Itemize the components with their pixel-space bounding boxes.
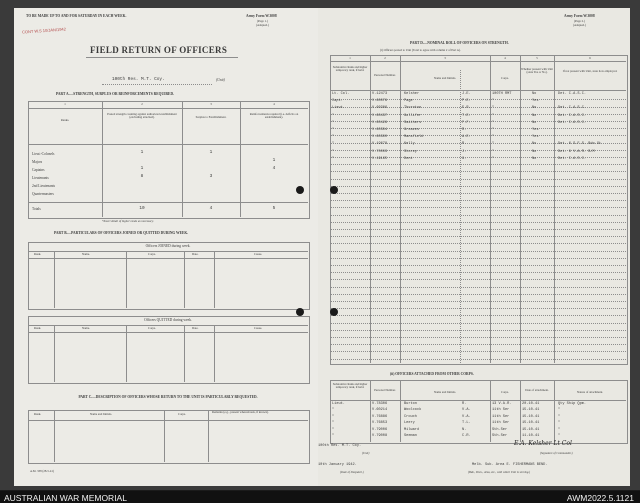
officer-emp: Det. 6 S.F.S. Bdn Gt [558, 142, 602, 147]
at-head-name: Name and Initials. [433, 390, 457, 394]
officer-present: No [532, 156, 537, 161]
officer-number: V.60306 [372, 106, 388, 111]
joined-col-date: Date. [192, 252, 199, 256]
row-rule [330, 351, 626, 352]
attached-date: 20-10-41 [522, 402, 540, 406]
row-rule [330, 315, 626, 316]
officer-emp: Det. C.A.S.C. [558, 92, 587, 96]
archive-footer [0, 491, 640, 503]
row-rule [330, 193, 626, 194]
attached-corps: Sth.Ser [492, 427, 508, 432]
archive-reference: AWM2022.5.1121 [566, 493, 634, 503]
attached-nature: " [558, 434, 561, 438]
pd-col-num-4: 4 [504, 56, 506, 60]
officer-number: V.60437 [372, 113, 388, 118]
header-instruction: TO BE MADE UP TO AND FOR SATURDAY IN EACH WEEK. [26, 14, 127, 18]
row-rule [330, 279, 626, 280]
row-rule [330, 222, 626, 223]
attached-init: V.A. [462, 408, 471, 413]
officer-name: Dent [404, 156, 413, 161]
form-number: Army Form W.3008 [246, 14, 277, 18]
unit-label-p2: (Unit) [362, 451, 370, 455]
attached-number: V.76853 [372, 421, 388, 426]
officer-corps: " [492, 106, 495, 111]
totals-label: Totals [32, 207, 41, 211]
officer-emp: Det. 8 V.A.R. B/M [558, 149, 595, 154]
pd-col-num-6: 6 [589, 56, 591, 60]
attached-name: Milward [404, 427, 420, 432]
joined-col-corps: Corps. [148, 252, 156, 256]
officer-corps: " [492, 142, 495, 147]
punch-hole [296, 186, 304, 194]
pd-col-num-3: 3 [444, 56, 446, 60]
row-rule [330, 308, 626, 309]
officer-init: R. [462, 128, 467, 132]
attached-number: V.60214 [372, 408, 388, 413]
pd-head-employed: If not present with Unit, state how employed. [562, 69, 618, 73]
rank-majors: Majors [32, 160, 43, 164]
rank-quartermasters: Quartermasters [32, 192, 54, 196]
row-rule [330, 200, 626, 201]
officer-rank: " [332, 142, 335, 147]
joined-table [28, 242, 310, 310]
attached-init: R. [462, 402, 467, 406]
attached-name: Burton [404, 402, 417, 406]
at-head-nature: Nature of attachment. [576, 390, 604, 394]
officer-name: Gullifer [404, 113, 422, 118]
officer-present: No [532, 120, 537, 125]
quitted-col-name: Name. [82, 326, 90, 330]
attached-corps: 11th Ser [492, 414, 510, 419]
part-c-col-corps: Corps. [178, 412, 186, 416]
attached-date: 15-10-41 [522, 408, 540, 413]
rank-lieutenants: Lieutenants [32, 176, 49, 180]
officer-present: No [532, 92, 537, 96]
joined-col-rank: Rank. [34, 252, 42, 256]
col-num-1: 1 [64, 102, 66, 106]
officer-emp: Det. C.A.S.C. [558, 156, 587, 161]
rank-lieut-colonels: Lieut.-Colonels [32, 152, 55, 156]
officer-present: Yes [532, 128, 539, 132]
quitted-col-corps: Corps. [148, 326, 156, 330]
attached-init: C.R. [462, 434, 471, 438]
pd-col-num-2: 2 [384, 56, 386, 60]
surplus-lieut-colonels: 1 [209, 150, 213, 155]
officer-name: Storey [404, 149, 417, 154]
total-posted: 10 [139, 206, 145, 211]
row-rule [330, 359, 626, 360]
officer-present: No [532, 106, 537, 111]
commander-signature: E.A. Kelsher Lt Col [514, 440, 572, 447]
archive-name: AUSTRALIAN WAR MEMORIAL [4, 493, 127, 503]
page-number: (Page 1.) [257, 19, 268, 23]
officer-rank: Capt. [332, 99, 343, 104]
adapted-note-p2: (Adapted.) [573, 23, 586, 27]
surplus-lieutenants: 3 [209, 174, 213, 179]
pd-head-rank: Substantive Rank and higher temporary rank, if held. [332, 65, 368, 73]
attached-corps: Sth.Ser [492, 434, 508, 438]
col-head-reinforcements: Reinforcements required (i.e. deficits on establishment). [249, 112, 299, 119]
officer-init: F.F. [462, 120, 471, 125]
page-number-p2: (Page 2.) [574, 19, 585, 23]
adapted-note: (Adapted.) [256, 23, 269, 27]
row-rule [330, 330, 626, 331]
officer-rank: Lieut. [332, 106, 345, 111]
attached-corps: 11th Ser [492, 408, 510, 413]
attached-nature: " [558, 408, 561, 413]
record-stamp: CONT W.S 10/JAN/1942 [21, 26, 67, 35]
col-num-2: 2 [141, 102, 143, 106]
officer-init: G. [462, 156, 467, 161]
officer-rank: " [332, 156, 335, 161]
officer-name: Thornton [404, 106, 422, 111]
total-reinforcements: 5 [272, 206, 276, 211]
col-num-4: 4 [273, 102, 275, 106]
pd-col-num-5: 5 [536, 56, 538, 60]
officer-name: Page [404, 99, 413, 104]
officer-init: T.E. [462, 113, 471, 118]
row-rule [330, 215, 626, 216]
officer-corps: " [492, 113, 495, 118]
formation-value: Melb. Sub. Area E. FISHERMANS BEND. [472, 463, 548, 467]
officer-corps: " [492, 99, 495, 104]
row-rule [330, 251, 626, 252]
officer-init: J.E. [462, 92, 471, 96]
punch-hole [330, 186, 338, 194]
officer-number: V.19165 [372, 156, 388, 161]
joined-col-name: Name. [82, 252, 90, 256]
attached-nature: " [558, 421, 561, 426]
officer-init: E.R. [462, 106, 471, 111]
officer-emp: Det. C.A.S.C. [558, 106, 587, 111]
officer-name: Mansfield [404, 135, 424, 140]
officer-name: Kelly [404, 142, 415, 147]
quitted-col-cause: Cause. [254, 326, 263, 330]
total-surplus: 4 [209, 206, 213, 211]
row-rule [330, 344, 626, 345]
row-rule [330, 323, 626, 324]
rank-2nd-lieutenants: 2nd Lieutenants [32, 184, 56, 188]
row-rule [330, 265, 626, 266]
officer-present: No [532, 142, 537, 147]
unit-value-p2: 100th Res. M.T. Coy. [318, 444, 362, 448]
joined-title: Officers JOINED during week. [145, 244, 191, 248]
attached-number: V.79008 [372, 434, 388, 438]
part-c-heading: PART C.—DESCRIPTION OF OFFICERS WHOSE RETURN TO THE UNIT IS PARTICULARLY REQUESTED. [78, 395, 258, 399]
col-head-posted: Posted strength counting against authorized establishment (excluding attached). [107, 112, 177, 119]
attached-date: 15-10-41 [522, 427, 540, 432]
officer-name: Kelsher [404, 92, 420, 96]
attached-rank: " [332, 421, 335, 426]
pd-head-present: Whether present with Unit (state Yes or No). [521, 67, 553, 75]
attached-corps: 13 V.A.R. [492, 402, 512, 406]
row-rule [330, 301, 626, 302]
officer-number: V.19678 [372, 142, 388, 147]
print-code: A.M. 338 (28-5-41) [30, 469, 54, 473]
officer-rank: Lt. Col. [332, 92, 350, 96]
attached-date: 11-10-41 [522, 434, 540, 438]
part-b-heading: PART B.—PARTICULARS OF OFFICERS JOINED OR QUITTED DURING WEEK. [54, 231, 189, 235]
officer-present: No [532, 149, 537, 154]
part-a-note: *Insert detail of higher ranks as necessary. [102, 219, 154, 223]
attached-nature: " [558, 414, 561, 419]
officer-init: P.E. [462, 99, 471, 104]
officer-present: Yes [532, 99, 539, 104]
posted-lieutenants: 8 [140, 174, 144, 179]
pd-head-name: Name and Initials. [433, 76, 457, 80]
left-page [14, 8, 318, 486]
officer-number: V.60300 [372, 135, 388, 140]
attached-rank: " [332, 434, 335, 438]
formation-label: (Bde., Divn., Area, etc., with which Unit is serving.) [468, 470, 531, 474]
officer-rank: " [332, 120, 335, 125]
officer-corps: " [492, 156, 495, 161]
signature-label: (Signature of Commander.) [540, 451, 573, 455]
officer-number: V.60304 [372, 128, 388, 132]
row-rule [330, 207, 626, 208]
attached-name: Leery [404, 421, 415, 426]
attached-name: Crouch [404, 414, 417, 419]
attached-date: 15-10-41 [522, 421, 540, 426]
officer-init: J. [462, 149, 467, 154]
officer-corps: " [492, 135, 495, 140]
officer-corps: " [492, 149, 495, 154]
rank-captains: Captains [32, 168, 45, 172]
punch-hole [330, 308, 338, 316]
attached-rank: " [332, 408, 335, 413]
row-rule [330, 179, 626, 180]
officer-rank: " [332, 135, 335, 140]
row-rule [330, 186, 626, 187]
attached-number: V.78306 [372, 402, 388, 406]
pd-head-number: Personal Number. [374, 73, 396, 77]
officer-rank: " [332, 128, 335, 132]
row-rule [330, 337, 626, 338]
row-rule [330, 258, 626, 259]
posted-captains: 1 [140, 166, 144, 171]
attached-number: V.76886 [372, 414, 388, 419]
unit-dotline [102, 84, 212, 85]
attached-heading: (ii) OFFICERS ATTACHED FROM OTHER CORPS. [390, 372, 474, 376]
officer-present: Yes [532, 135, 539, 140]
part-c-col-name: Name and Initials. [90, 412, 113, 416]
part-c-col-remarks: Remarks (e.g., present whereabouts, if known). [212, 410, 269, 414]
officer-rank: " [332, 113, 335, 118]
attached-number: V.79006 [372, 427, 388, 432]
officer-name: Greaves [404, 128, 420, 132]
row-rule [330, 243, 626, 244]
despatch-date: 10th January 1942. [318, 463, 357, 467]
col-head-surplus: Surplus to Establishment. [195, 115, 227, 119]
attached-date: 15-10-41 [522, 414, 540, 419]
row-rule [330, 229, 626, 230]
part-d-heading: PART D.—NOMINAL ROLL OF OFFICERS ON STRENGTH. [410, 41, 509, 45]
despatch-date-label: (Date of Despatch.) [340, 470, 364, 474]
officer-corps: 100TH RMT [492, 92, 512, 96]
attached-rank: " [332, 414, 335, 419]
quitted-col-rank: Rank. [34, 326, 42, 330]
attached-nature: Qty Ship Qpm. [558, 402, 587, 406]
attached-name: Woolcock [404, 408, 422, 413]
at-head-corps: Corps. [501, 390, 509, 394]
attached-init: N. [462, 427, 467, 432]
officer-number: V.12473 [372, 92, 388, 96]
pd-col-num-1: 1 [349, 56, 351, 60]
at-head-number: Personal Number. [374, 388, 396, 392]
quitted-col-date: Date. [192, 326, 199, 330]
attached-init: V.A. [462, 414, 471, 419]
col-num-3: 3 [210, 102, 212, 106]
col-head-ranks: Ranks. [60, 118, 70, 122]
reinf-captains: 4 [272, 166, 276, 171]
officer-number: V.60428 [372, 120, 388, 125]
officer-corps: " [492, 128, 495, 132]
at-head-date: Date of attachment. [525, 388, 549, 392]
punch-hole [296, 308, 304, 316]
row-rule [330, 272, 626, 273]
officer-number: V.70003 [372, 149, 388, 154]
attached-name: Seeman [404, 434, 417, 438]
reinf-majors: 1 [272, 158, 276, 163]
unit-label: (Unit) [216, 78, 225, 82]
officer-rank: " [332, 149, 335, 154]
row-rule [330, 171, 626, 172]
officer-emp: Det. C.A.S.C. [558, 120, 587, 125]
part-c-col-rank: Rank. [34, 412, 42, 416]
officer-corps: " [492, 120, 495, 125]
attached-corps: 11th Ser [492, 421, 510, 426]
part-a-heading: PART A.—STRENGTH, SURPLUS OR REINFORCEMENTS REQUIRED. [56, 92, 174, 96]
row-rule [330, 236, 626, 237]
quitted-title: Officers QUITTED during week. [144, 318, 192, 322]
part-d-subheading: (i) Officers posted to Unit (Total to agree with column 2 of Part A). [380, 48, 461, 52]
officer-init: R. [462, 142, 467, 147]
unit-value: 100th Res. M.T. Coy. [112, 77, 165, 82]
officer-name: Smithers [404, 120, 422, 125]
row-rule [330, 294, 626, 295]
posted-lieut-colonels: 1 [140, 150, 144, 155]
title-underline [86, 57, 238, 58]
attached-init: T.L. [462, 421, 471, 426]
attached-nature: " [558, 427, 561, 432]
at-head-rank: Substantive Rank and higher temporary rank, if held. [332, 382, 368, 390]
attached-rank: Lieut. [332, 402, 345, 406]
officer-number: V.60078 [372, 99, 388, 104]
quitted-table [28, 316, 310, 384]
pd-head-corps: Corps. [501, 76, 509, 80]
form-number-p2: Army Form W.3008 [564, 14, 595, 18]
part-c-table [28, 410, 310, 464]
attached-rank: " [332, 427, 335, 432]
officer-present: No [532, 113, 537, 118]
row-rule [330, 164, 626, 165]
joined-col-cause: Cause. [254, 252, 263, 256]
officer-emp: Det. C.A.S.C. [558, 113, 587, 118]
officer-init: A.E. [462, 135, 471, 140]
right-page [318, 8, 630, 486]
row-rule [330, 287, 626, 288]
form-title: FIELD RETURN OF OFFICERS [90, 45, 228, 55]
